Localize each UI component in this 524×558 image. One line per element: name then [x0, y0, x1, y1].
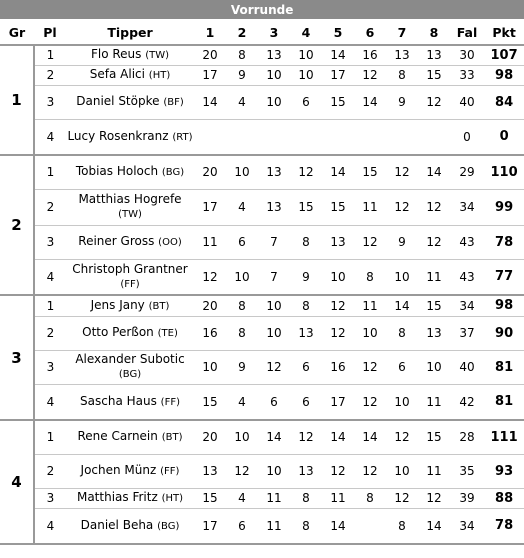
round-4-score: 12 [290, 420, 322, 454]
round-4-score: 8 [290, 225, 322, 259]
round-7-score: 10 [386, 259, 418, 295]
table-row [0, 454, 524, 488]
round-2-score: 4 [226, 189, 258, 225]
round-7-score: 9 [386, 85, 418, 119]
round-4-score: 13 [290, 454, 322, 488]
fal-cell: 30 [450, 45, 484, 65]
table-row [0, 350, 524, 384]
table-row [0, 119, 524, 155]
table-row [0, 508, 524, 544]
tipper-name: Matthias Fritz [76, 490, 158, 504]
round-8-score: 11 [418, 384, 450, 420]
place-cell: 3 [34, 85, 66, 119]
round-7-score: 12 [386, 420, 418, 454]
table-row [0, 225, 524, 259]
place-cell: 3 [34, 488, 66, 508]
tipper-team: (BG) [118, 369, 142, 380]
table-row [0, 189, 524, 225]
round-2-score: 4 [226, 488, 258, 508]
round-4-score: 15 [290, 189, 322, 225]
tipper-cell [66, 384, 194, 420]
tipper-name: Jens Jany [90, 297, 145, 312]
round-8-score: 11 [418, 454, 450, 488]
round-8-score: 14 [418, 508, 450, 544]
pkt-cell: 110 [484, 155, 524, 189]
tipper-name: Sascha Haus [80, 393, 157, 408]
tipper-team: (BG) [161, 167, 185, 179]
round-3-score: 11 [258, 508, 290, 544]
header-round-7: 7 [386, 20, 418, 46]
round-4-score [290, 119, 322, 155]
fal-cell: 33 [450, 65, 484, 85]
round-6-score: 12 [354, 350, 386, 384]
tipper-name: Jochen Münz [80, 463, 157, 477]
round-8-score: 11 [418, 259, 450, 295]
round-4-score: 6 [290, 85, 322, 119]
round-1-score: 17 [194, 508, 226, 544]
round-1-score: 13 [194, 454, 226, 488]
round-6-score: 10 [354, 316, 386, 350]
round-7-score: 12 [386, 189, 418, 225]
tipper-name: Lucy Rosenkranz [67, 128, 169, 143]
tipper-name: Matthias Hogrefe [78, 192, 182, 206]
tipper-cell [66, 155, 194, 189]
fal-cell: 35 [450, 454, 484, 488]
round-2-score: 10 [226, 259, 258, 295]
tipper-cell [66, 85, 194, 119]
round-5-score: 10 [322, 259, 354, 295]
round-5-score: 15 [322, 189, 354, 225]
table-row [0, 85, 524, 119]
tipper-cell [66, 295, 194, 316]
round-5-score: 12 [322, 295, 354, 316]
tipper-name: Rene Carnein [77, 429, 158, 444]
place-cell: 4 [34, 384, 66, 420]
place-cell: 1 [34, 45, 66, 65]
round-3-score: 10 [258, 316, 290, 350]
header-round-2: 2 [226, 20, 258, 46]
fal-cell: 28 [450, 420, 484, 454]
table-row [0, 488, 524, 508]
fal-cell: 34 [450, 189, 484, 225]
tipper-team: (FF) [120, 278, 140, 290]
header-fal: Fal [450, 20, 484, 46]
tipper-name: Otto Perßon [82, 325, 154, 339]
round-3-score: 7 [258, 225, 290, 259]
pkt-cell: 78 [484, 225, 524, 259]
round-2-score: 6 [226, 225, 258, 259]
round-1-score: 15 [194, 384, 226, 420]
round-3-score: 6 [258, 384, 290, 420]
round-4-score: 8 [290, 488, 322, 508]
round-4-score: 12 [290, 155, 322, 189]
pkt-cell: 111 [484, 420, 524, 454]
round-5-score: 17 [322, 65, 354, 85]
round-6-score: 8 [354, 259, 386, 295]
round-4-score: 8 [290, 295, 322, 316]
tipper-team: (TW) [145, 50, 170, 62]
round-2-score: 9 [226, 350, 258, 384]
tipper-team: (BT) [161, 432, 183, 444]
round-6-score: 15 [354, 155, 386, 189]
round-1-score: 14 [194, 85, 226, 119]
header-round-5: 5 [322, 20, 354, 46]
round-5-score: 16 [322, 350, 354, 384]
pkt-cell: 88 [484, 488, 524, 508]
round-8-score: 13 [418, 45, 450, 65]
fal-cell: 42 [450, 384, 484, 420]
round-7-score [386, 119, 418, 155]
round-3-score: 10 [258, 295, 290, 316]
round-8-score: 13 [418, 316, 450, 350]
tipper-team: (HT) [148, 70, 171, 81]
round-8-score: 14 [418, 155, 450, 189]
header-pl: Pl [34, 20, 66, 46]
round-3-score: 10 [258, 85, 290, 119]
pkt-cell: 84 [484, 85, 524, 119]
tipper-cell [66, 225, 194, 259]
round-2-score: 9 [226, 65, 258, 85]
round-4-score: 10 [290, 65, 322, 85]
tipper-name: Daniel Stöpke [76, 94, 160, 108]
place-cell: 1 [34, 295, 66, 316]
round-2-score: 4 [226, 85, 258, 119]
place-cell: 3 [34, 225, 66, 259]
round-8-score: 12 [418, 189, 450, 225]
header-tipper: Tipper [66, 20, 194, 46]
round-2-score: 6 [226, 508, 258, 544]
round-6-score: 8 [354, 488, 386, 508]
round-2-score: 10 [226, 155, 258, 189]
place-cell: 2 [34, 316, 66, 350]
round-1-score: 20 [194, 155, 226, 189]
round-6-score: 12 [354, 225, 386, 259]
tipper-team: (FF) [160, 466, 180, 477]
round-6-score: 14 [354, 420, 386, 454]
round-3-score: 11 [258, 488, 290, 508]
round-7-score: 10 [386, 384, 418, 420]
pkt-cell: 0 [484, 119, 524, 155]
round-1-score: 20 [194, 295, 226, 316]
round-5-score: 12 [322, 454, 354, 488]
round-3-score: 14 [258, 420, 290, 454]
round-6-score: 12 [354, 454, 386, 488]
pkt-cell: 93 [484, 454, 524, 488]
round-4-score: 9 [290, 259, 322, 295]
round-1-score: 20 [194, 420, 226, 454]
round-7-score: 8 [386, 65, 418, 85]
tipper-cell [66, 65, 194, 85]
tipper-cell [66, 420, 194, 454]
pkt-cell: 77 [484, 259, 524, 295]
round-3-score: 13 [258, 189, 290, 225]
round-6-score: 14 [354, 85, 386, 119]
tipper-team: (HT) [161, 493, 184, 504]
pkt-cell: 90 [484, 316, 524, 350]
place-cell: 2 [34, 65, 66, 85]
round-1-score: 10 [194, 350, 226, 384]
tipper-cell [66, 350, 194, 384]
pkt-cell: 78 [484, 508, 524, 544]
table-row [0, 45, 524, 65]
round-6-score: 12 [354, 65, 386, 85]
tipper-cell [66, 488, 194, 508]
pkt-cell: 98 [484, 295, 524, 316]
round-1-score: 16 [194, 316, 226, 350]
round-1-score: 15 [194, 488, 226, 508]
round-2-score: 12 [226, 454, 258, 488]
table-row [0, 316, 524, 350]
round-1-score: 12 [194, 259, 226, 295]
round-7-score: 12 [386, 155, 418, 189]
round-6-score: 12 [354, 384, 386, 420]
tipper-cell [66, 259, 194, 295]
tipper-name: Tobias Holoch [75, 164, 159, 179]
round-2-score: 8 [226, 45, 258, 65]
place-cell: 4 [34, 259, 66, 295]
pkt-cell: 81 [484, 384, 524, 420]
round-8-score: 12 [418, 225, 450, 259]
round-2-score: 4 [226, 384, 258, 420]
header-pkt: Pkt [484, 20, 524, 46]
round-5-score: 12 [322, 316, 354, 350]
round-8-score: 15 [418, 65, 450, 85]
pkt-cell: 98 [484, 65, 524, 85]
round-8-score: 15 [418, 420, 450, 454]
round-6-score [354, 119, 386, 155]
round-3-score: 10 [258, 65, 290, 85]
place-cell: 1 [34, 420, 66, 454]
round-5-score: 14 [322, 155, 354, 189]
round-6-score: 11 [354, 295, 386, 316]
round-2-score: 8 [226, 316, 258, 350]
round-3-score: 13 [258, 155, 290, 189]
place-cell: 2 [34, 189, 66, 225]
group-number: 4 [0, 420, 34, 544]
round-1-score: 17 [194, 189, 226, 225]
round-4-score: 6 [290, 384, 322, 420]
round-2-score: 10 [226, 420, 258, 454]
round-2-score: 8 [226, 295, 258, 316]
tipper-team: (TE) [157, 328, 178, 339]
round-3-score: 12 [258, 350, 290, 384]
pkt-cell: 81 [484, 350, 524, 384]
round-5-score: 14 [322, 508, 354, 544]
round-5-score: 13 [322, 225, 354, 259]
tipper-name: Flo Reus [90, 47, 142, 62]
table-row [0, 420, 524, 454]
round-6-score: 16 [354, 45, 386, 65]
round-7-score: 10 [386, 454, 418, 488]
tipper-team: (RT) [172, 131, 193, 143]
round-1-score: 17 [194, 65, 226, 85]
round-8-score: 15 [418, 295, 450, 316]
table-row [0, 65, 524, 85]
round-3-score [258, 119, 290, 155]
round-1-score [194, 119, 226, 155]
tipper-team: (FF) [160, 396, 180, 408]
round-7-score: 9 [386, 225, 418, 259]
tipper-name: Sefa Alici [89, 67, 145, 81]
fal-cell: 34 [450, 508, 484, 544]
pkt-cell: 99 [484, 189, 524, 225]
table-row [0, 155, 524, 189]
round-2-score [226, 119, 258, 155]
table-row [0, 295, 524, 316]
round-8-score: 12 [418, 488, 450, 508]
table-row [0, 384, 524, 420]
place-cell: 1 [34, 155, 66, 189]
place-cell: 4 [34, 119, 66, 155]
group-number: 2 [0, 155, 34, 295]
place-cell: 3 [34, 350, 66, 384]
tipper-cell [66, 316, 194, 350]
tipper-name: Daniel Beha [80, 517, 154, 532]
fal-cell: 0 [450, 119, 484, 155]
fal-cell: 37 [450, 316, 484, 350]
table-body [0, 45, 524, 544]
tipper-team: (TW) [118, 209, 142, 220]
group-number: 3 [0, 295, 34, 420]
round-7-score: 14 [386, 295, 418, 316]
round-4-score: 13 [290, 316, 322, 350]
fal-cell: 39 [450, 488, 484, 508]
tipper-team: (BG) [157, 520, 180, 532]
round-3-score: 7 [258, 259, 290, 295]
table-title: Vorrunde [0, 0, 524, 20]
fal-cell: 34 [450, 295, 484, 316]
tipper-cell [66, 189, 194, 225]
round-7-score: 6 [386, 350, 418, 384]
tipper-cell [66, 45, 194, 65]
tipper-team: (OO) [158, 237, 182, 248]
header-gr: Gr [0, 20, 34, 46]
round-5-score [322, 119, 354, 155]
round-5-score: 14 [322, 420, 354, 454]
fal-cell: 29 [450, 155, 484, 189]
fal-cell: 40 [450, 85, 484, 119]
tipper-name: Alexander Subotic [75, 352, 185, 366]
round-7-score: 12 [386, 488, 418, 508]
round-4-score: 10 [290, 45, 322, 65]
round-3-score: 13 [258, 45, 290, 65]
place-cell: 2 [34, 454, 66, 488]
fal-cell: 43 [450, 225, 484, 259]
header-round-3: 3 [258, 20, 290, 46]
pkt-cell: 107 [484, 45, 524, 65]
header-round-6: 6 [354, 20, 386, 46]
tipper-cell [66, 119, 194, 155]
round-7-score: 8 [386, 508, 418, 544]
round-1-score: 11 [194, 225, 226, 259]
round-5-score: 14 [322, 45, 354, 65]
round-5-score: 17 [322, 384, 354, 420]
tipper-name: Christoph Grantner [72, 261, 188, 276]
round-5-score: 15 [322, 85, 354, 119]
round-1-score: 20 [194, 45, 226, 65]
fal-cell: 40 [450, 350, 484, 384]
round-7-score: 13 [386, 45, 418, 65]
header-round-4: 4 [290, 20, 322, 46]
round-7-score: 8 [386, 316, 418, 350]
round-8-score [418, 119, 450, 155]
tipper-name: Reiner Gross [78, 234, 155, 248]
round-3-score: 10 [258, 454, 290, 488]
round-4-score: 8 [290, 508, 322, 544]
round-6-score [354, 508, 386, 544]
tipper-cell [66, 508, 194, 544]
round-6-score: 11 [354, 189, 386, 225]
tipper-team: (BT) [148, 300, 170, 312]
header-round-1: 1 [194, 20, 226, 46]
tipper-cell [66, 454, 194, 488]
tipper-team: (BF) [163, 97, 184, 108]
round-4-score: 6 [290, 350, 322, 384]
fal-cell: 43 [450, 259, 484, 295]
group-number: 1 [0, 45, 34, 155]
round-8-score: 10 [418, 350, 450, 384]
round-8-score: 12 [418, 85, 450, 119]
round-5-score: 11 [322, 488, 354, 508]
header-round-8: 8 [418, 20, 450, 46]
place-cell: 4 [34, 508, 66, 544]
header-row [0, 20, 524, 46]
table-row [0, 259, 524, 295]
